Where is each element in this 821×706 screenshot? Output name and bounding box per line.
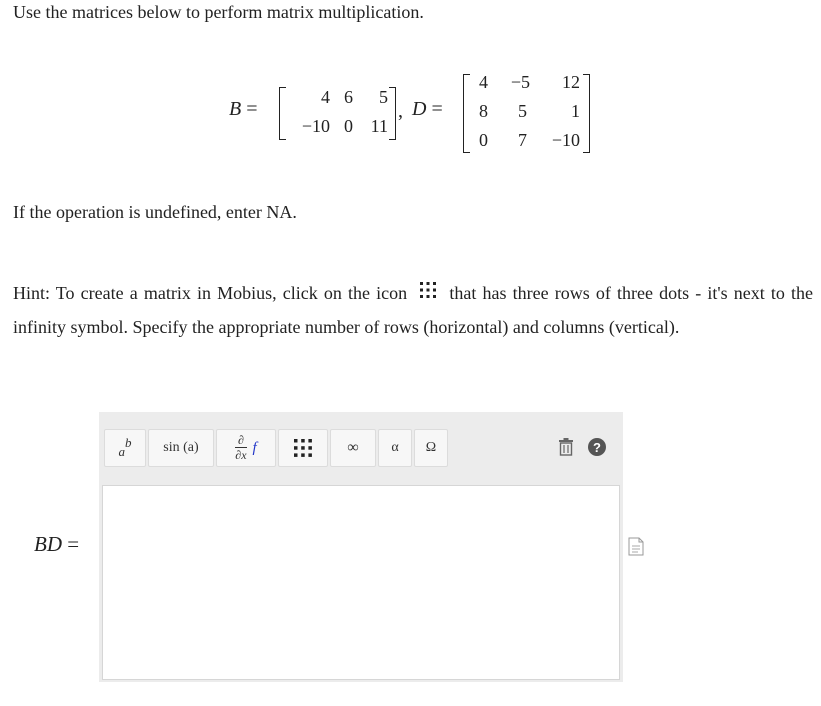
matrix-d-label: D = [412, 98, 443, 120]
matrix-b-right-bracket [389, 87, 396, 140]
sin-function-button[interactable]: sin (a) [148, 429, 214, 467]
matrix-d-cell: 7 [518, 130, 527, 150]
matrix-d-cell: −10 [551, 130, 580, 150]
matrix-d-right-bracket [583, 74, 590, 153]
editor-toolbar [99, 412, 623, 484]
hint-after: that has three rows of three dots - it's next to the infinity symbol. Specify the appropriate number of rows (horizontal) and columns (vertical). [13, 283, 814, 338]
matrix-d-cell: −5 [510, 72, 530, 92]
matrix-b-cell: 0 [344, 116, 353, 136]
matrix-d-cell: 12 [562, 72, 580, 92]
hint-text [13, 277, 813, 344]
greek-upper-button[interactable]: Ω [414, 429, 448, 467]
matrix-dots-icon [413, 278, 443, 311]
matrix-b-cell: 5 [379, 87, 388, 107]
matrix-b-cell: 6 [344, 87, 353, 107]
power-button[interactable]: a b [104, 429, 146, 467]
help-button[interactable] [585, 429, 609, 465]
answer-label: BD = [34, 532, 80, 556]
trash-button[interactable] [552, 429, 580, 465]
comma: , [398, 100, 403, 122]
trash-icon [558, 438, 574, 456]
help-icon: ? [588, 438, 606, 456]
matrix-d-cell: 0 [479, 130, 488, 150]
undefined-note: If the operation is undefined, enter NA. [13, 202, 297, 222]
matrix-d-cell: 4 [479, 72, 488, 92]
matrix-button[interactable] [278, 429, 328, 467]
matrix-dots-icon [292, 437, 314, 459]
equation-editor [99, 412, 623, 682]
matrix-d-cell: 8 [479, 101, 488, 121]
matrix-b-cell: 4 [321, 87, 330, 107]
infinity-button[interactable]: ∞ [330, 429, 376, 467]
matrix-b-cell: −10 [301, 116, 330, 136]
intro-text: Use the matrices below to perform matrix multiplication. [13, 2, 424, 22]
answer-input[interactable] [102, 485, 620, 680]
matrix-b-cell: 11 [370, 116, 388, 136]
preview-document-icon[interactable] [628, 537, 644, 556]
matrix-d-cell: 5 [518, 101, 527, 121]
derivative-button[interactable]: ∂ ∂x f [216, 429, 276, 467]
hint-before: Hint: To create a matrix in Mobius, click on the icon [13, 283, 408, 303]
matrix-b-label: B = [229, 98, 258, 120]
greek-lower-button[interactable]: α [378, 429, 412, 467]
matrix-d-cell: 1 [571, 101, 580, 121]
